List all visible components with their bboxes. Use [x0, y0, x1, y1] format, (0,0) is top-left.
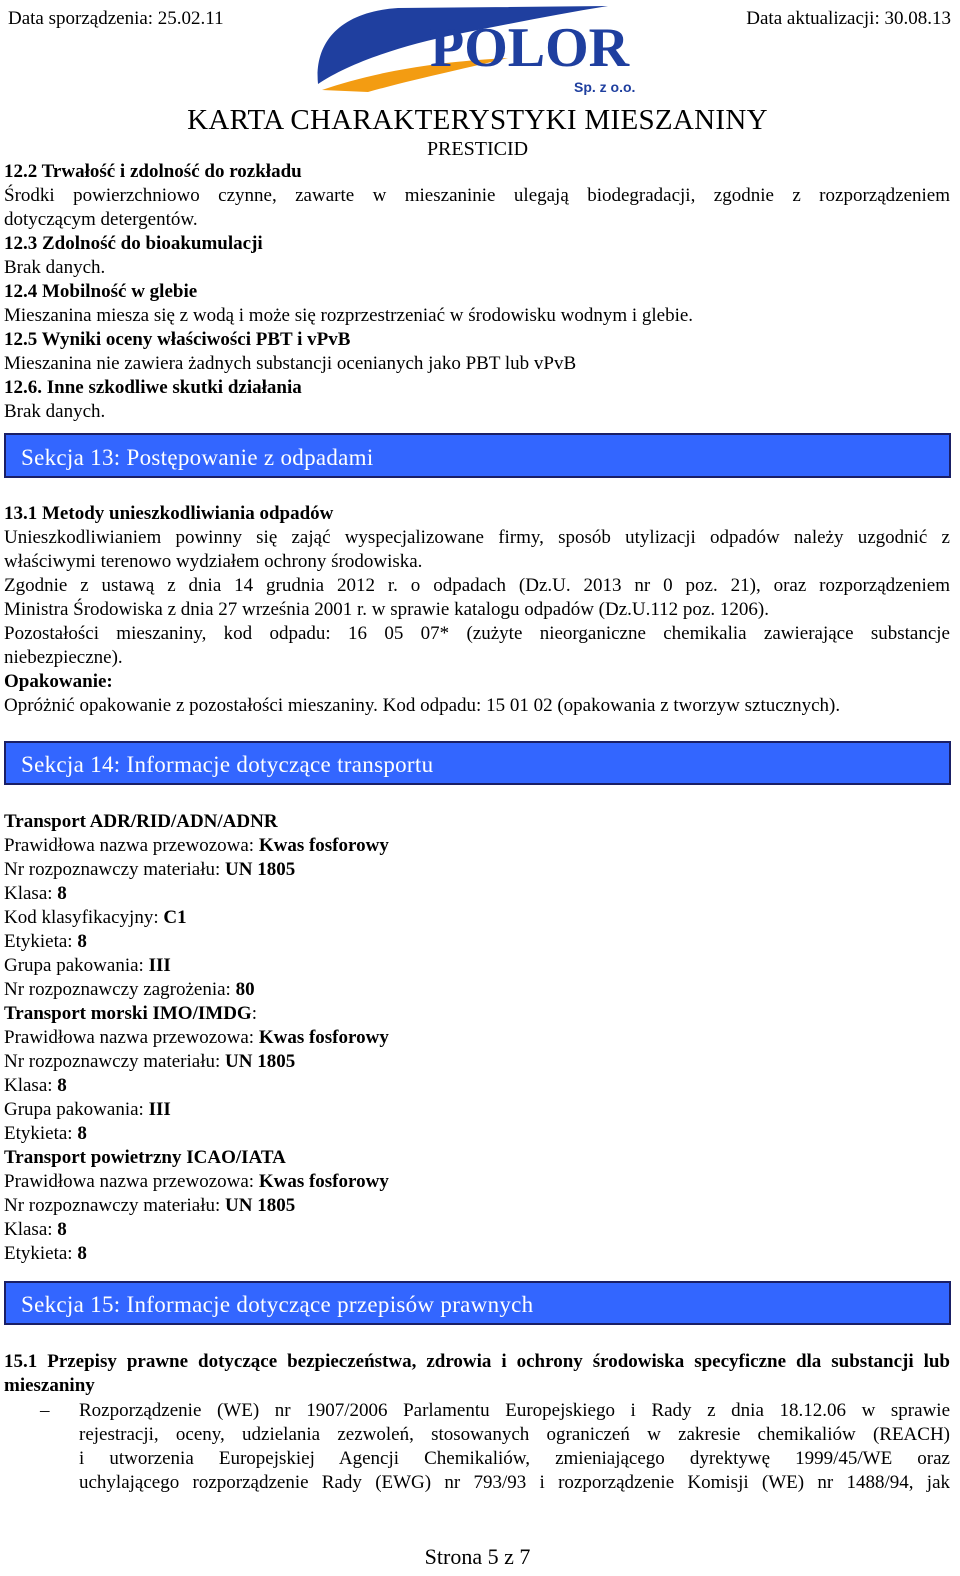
heading-12-4: 12.4 Mobilność w glebie: [4, 281, 198, 302]
icao-label: Etykieta: 8: [4, 1243, 87, 1264]
heading-15-1-line2: mieszaniny: [4, 1375, 95, 1396]
regulation-line4: uchylającego rozporządzenie Rady (EWG) nr 793/93 i rozporządzenie Komisji (WE) nr 1488/94, jak: [79, 1472, 950, 1493]
paragraph-13-3-line2: niebezpieczne).: [4, 647, 123, 668]
section-15-content: [4, 1350, 950, 1398]
dash-bullet: –: [40, 1400, 50, 1421]
adr-classification-code: Kod klasyfikacyjny: C1: [4, 907, 187, 928]
paragraph-12-4: Mieszanina miesza się z wodą i może się rozprzestrzeniać w środowisku wodnym i glebie.: [4, 305, 694, 326]
heading-12-5: 12.5 Wyniki oceny właściwości PBT i vPvB: [4, 329, 351, 350]
product-name: PRESTICID: [426, 138, 529, 160]
paragraph-12-6: Brak danych.: [4, 401, 106, 422]
imo-heading: Transport morski IMO/IMDG:: [4, 1003, 257, 1024]
date-updated: Data aktualizacji: 30.08.13: [746, 8, 951, 29]
paragraph-12-2-line2: dotyczącym detergentów.: [4, 209, 198, 230]
paragraph-13-1-line1: Unieszkodliwianiem powinny się zająć wyspecjalizowane firmy, sposób utylizacji odpadów należy uzgodnić z: [4, 527, 950, 548]
paragraph-13-2-line2: Ministra Środowiska z dnia 27 września 2001 r. w sprawie katalogu odpadów (Dz.U.112 poz. 1206).: [4, 599, 769, 620]
paragraph-12-5: Mieszanina nie zawiera żadnych substancji ocenianych jako PBT lub vPvB: [4, 353, 577, 374]
icao-un-number: Nr rozpoznawczy materiału: UN 1805: [4, 1195, 296, 1216]
heading-12-6: 12.6. Inne szkodliwe skutki działania: [4, 377, 302, 398]
adr-heading: Transport ADR/RID/ADN/ADNR: [4, 811, 278, 832]
section-13-header: Sekcja 13: Postępowanie z odpadami: [4, 433, 951, 478]
regulation-line2: rejestracji, oceny, udzielania zezwoleń, stosowanych ograniczeń w zakresie chemikaliów (REACH): [79, 1424, 950, 1445]
date-created: Data sporządzenia: 25.02.11: [8, 8, 224, 29]
section-12-content: [4, 160, 950, 424]
adr-shipping-name: Prawidłowa nazwa przewozowa: Kwas fosforowy: [4, 835, 389, 856]
paragraph-12-3: Brak danych.: [4, 257, 106, 278]
imo-label: Etykieta: 8: [4, 1123, 87, 1144]
section-14-content: [4, 810, 950, 1266]
heading-13-1: 13.1 Metody unieszkodliwiania odpadów: [4, 503, 334, 524]
paragraph-13-1-line2: właściwymi terenowo wydziałem ochrony środowiska.: [4, 551, 423, 572]
logo-suffix: Sp. z o.o.: [574, 79, 636, 95]
packaging-label: Opakowanie:: [4, 671, 113, 692]
imo-shipping-name: Prawidłowa nazwa przewozowa: Kwas fosforowy: [4, 1027, 389, 1048]
packaging-text: Opróżnić opakowanie z pozostałości mieszaniny. Kod odpadu: 15 01 02 (opakowania z tworzyw sztucznych).: [4, 695, 841, 716]
section-13-content: [4, 502, 950, 718]
adr-un-number: Nr rozpoznawczy materiału: UN 1805: [4, 859, 296, 880]
regulation-line1: Rozporządzenie (WE) nr 1907/2006 Parlamentu Europejskiego i Rady z dnia 18.12.06 w sprawie: [79, 1400, 950, 1421]
document-title: KARTA CHARAKTERYSTYKI MIESZANINY: [187, 104, 768, 136]
polor-logo: [308, 4, 648, 96]
imo-packing-group: Grupa pakowania: III: [4, 1099, 171, 1120]
heading-12-2: 12.2 Trwałość i zdolność do rozkładu: [4, 161, 302, 182]
adr-packing-group: Grupa pakowania: III: [4, 955, 171, 976]
section-15-header: Sekcja 15: Informacje dotyczące przepisów prawnych: [4, 1281, 951, 1325]
paragraph-13-2-line1: Zgodnie z ustawą z dnia 14 grudnia 2012 r. o odpadach (Dz.U. 2013 nr 0 poz. 21), oraz rozporządzeniem: [4, 575, 950, 596]
regulation-line3: i utworzenia Europejskiej Agencji Chemikaliów, zmieniającego dyrektywę 1999/45/WE oraz: [79, 1448, 950, 1469]
paragraph-13-3-line1: Pozostałości mieszaniny, kod odpadu: 16 05 07* (zużyte nieorganiczne chemikalia zawierające substancje: [4, 623, 950, 644]
logo-wordmark: POLOR: [430, 17, 630, 79]
heading-15-1-line1: 15.1 Przepisy prawne dotyczące bezpieczeństwa, zdrowia i ochrony środowiska specyficzne dla substancji lub: [4, 1351, 950, 1372]
heading-12-3: 12.3 Zdolność do bioakumulacji: [4, 233, 263, 254]
adr-class: Klasa: 8: [4, 883, 67, 904]
section-14-header: Sekcja 14: Informacje dotyczące transportu: [4, 741, 951, 785]
paragraph-12-2-line1: Środki powierzchniowo czynne, zawarte w mieszaninie ulegają biodegradacji, zgodnie z rozporządzeniem: [4, 185, 950, 206]
icao-heading: Transport powietrzny ICAO/IATA: [4, 1147, 286, 1168]
imo-un-number: Nr rozpoznawczy materiału: UN 1805: [4, 1051, 296, 1072]
icao-shipping-name: Prawidłowa nazwa przewozowa: Kwas fosforowy: [4, 1171, 389, 1192]
page-number: Strona 5 z 7: [424, 1544, 531, 1569]
adr-hazard-number: Nr rozpoznawczy zagrożenia: 80: [4, 979, 255, 1000]
imo-class: Klasa: 8: [4, 1075, 67, 1096]
adr-label: Etykieta: 8: [4, 931, 87, 952]
icao-class: Klasa: 8: [4, 1219, 67, 1240]
